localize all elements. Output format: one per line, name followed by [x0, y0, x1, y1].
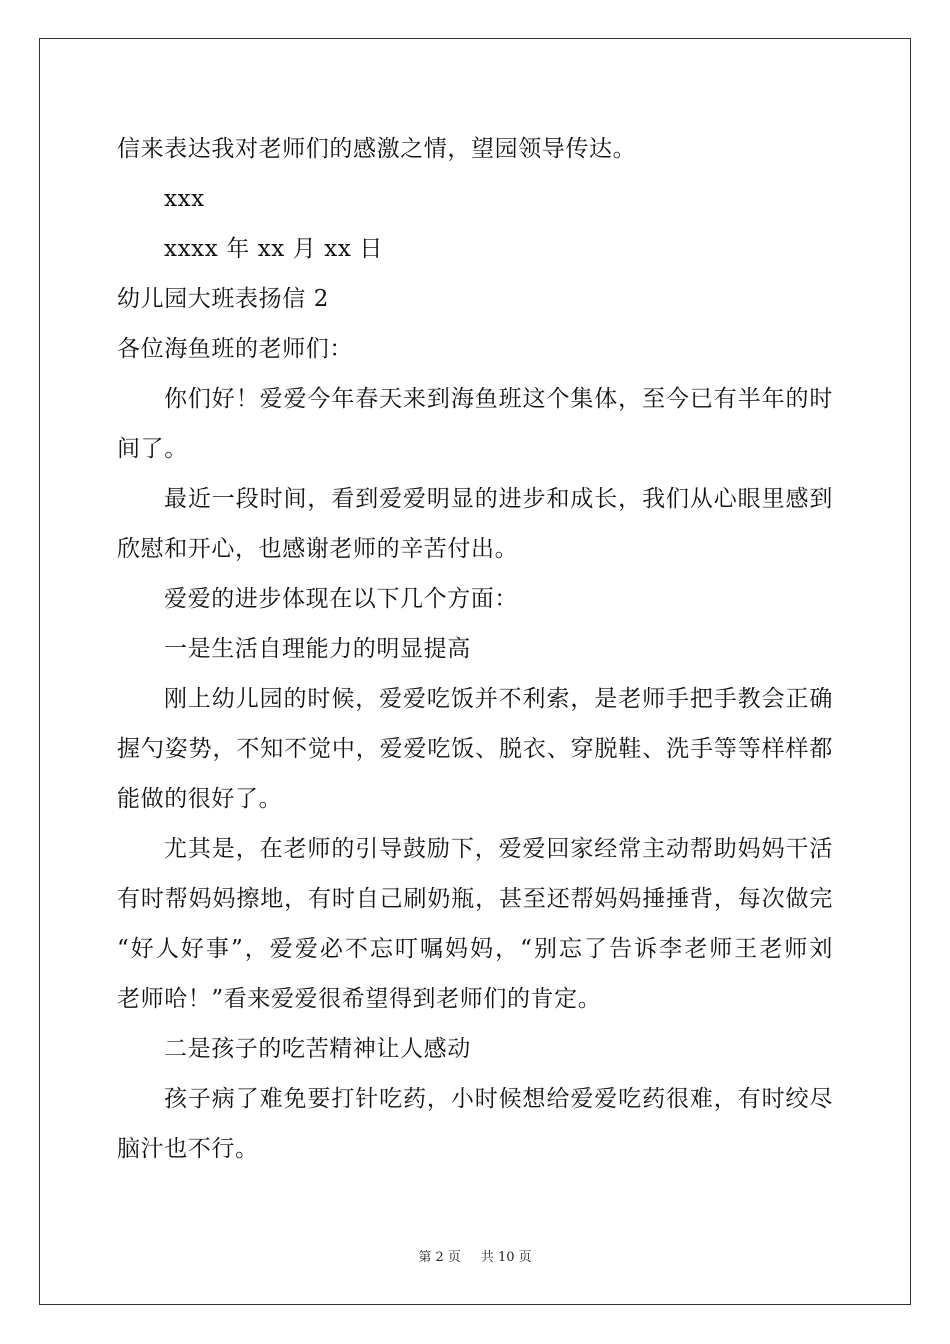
text-line: 尤其是，在老师的引导鼓励下，爱爱回家经常主动帮助妈妈干活 — [164, 836, 833, 862]
text-line: xxx — [164, 186, 205, 212]
text-line: 能做的很好了。 — [117, 786, 283, 812]
text-line: 爱爱的进步体现在以下几个方面： — [164, 586, 518, 612]
text-line: 你们好！爱爱今年春天来到海鱼班这个集体，至今已有半年的时 — [164, 386, 833, 412]
page-footer — [0, 1246, 950, 1265]
text-line: 握勺姿势，不知不觉中，爱爱吃饭、脱衣、穿脱鞋、洗手等等样样都 — [117, 736, 833, 762]
text-line: 最近一段时间，看到爱爱明显的进步和成长，我们从心眼里感到 — [164, 486, 833, 512]
text-line: “好人好事”，爱爱必不忘叮嘱妈妈，“别忘了告诉李老师王老师刘 — [117, 936, 833, 962]
text-line: 刚上幼儿园的时候，爱爱吃饭并不利索，是老师手把手教会正确 — [164, 686, 833, 712]
text-line: 老师哈！”看来爱爱很希望得到老师们的肯定。 — [117, 986, 602, 1012]
text-line: 欣慰和开心，也感谢老师的辛苦付出。 — [117, 536, 519, 562]
text-line: 信来表达我对老师们的感激之情，望园领导传达。 — [117, 136, 637, 162]
page-total: 共 10 页 — [480, 1250, 532, 1265]
text-line: 各位海鱼班的老师们： — [117, 336, 353, 362]
text-line: 二是孩子的吃苦精神让人感动 — [164, 1036, 471, 1062]
text-line: 幼儿园大班表扬信 2 — [117, 286, 329, 312]
text-line: 一是生活自理能力的明显提高 — [164, 636, 471, 662]
text-line: 脑汁也不行。 — [117, 1136, 259, 1162]
text-line: 有时帮妈妈擦地，有时自己刷奶瓶，甚至还帮妈妈捶捶背，每次做完 — [117, 886, 833, 912]
text-line: 孩子病了难免要打针吃药，小时候想给爱爱吃药很难，有时绞尽 — [164, 1086, 833, 1112]
document-body — [117, 124, 833, 1174]
page-number: 第 2 页 — [418, 1250, 461, 1265]
text-line: 间了。 — [117, 436, 188, 462]
text-line: xxxx 年 xx 月 xx 日 — [164, 236, 383, 262]
